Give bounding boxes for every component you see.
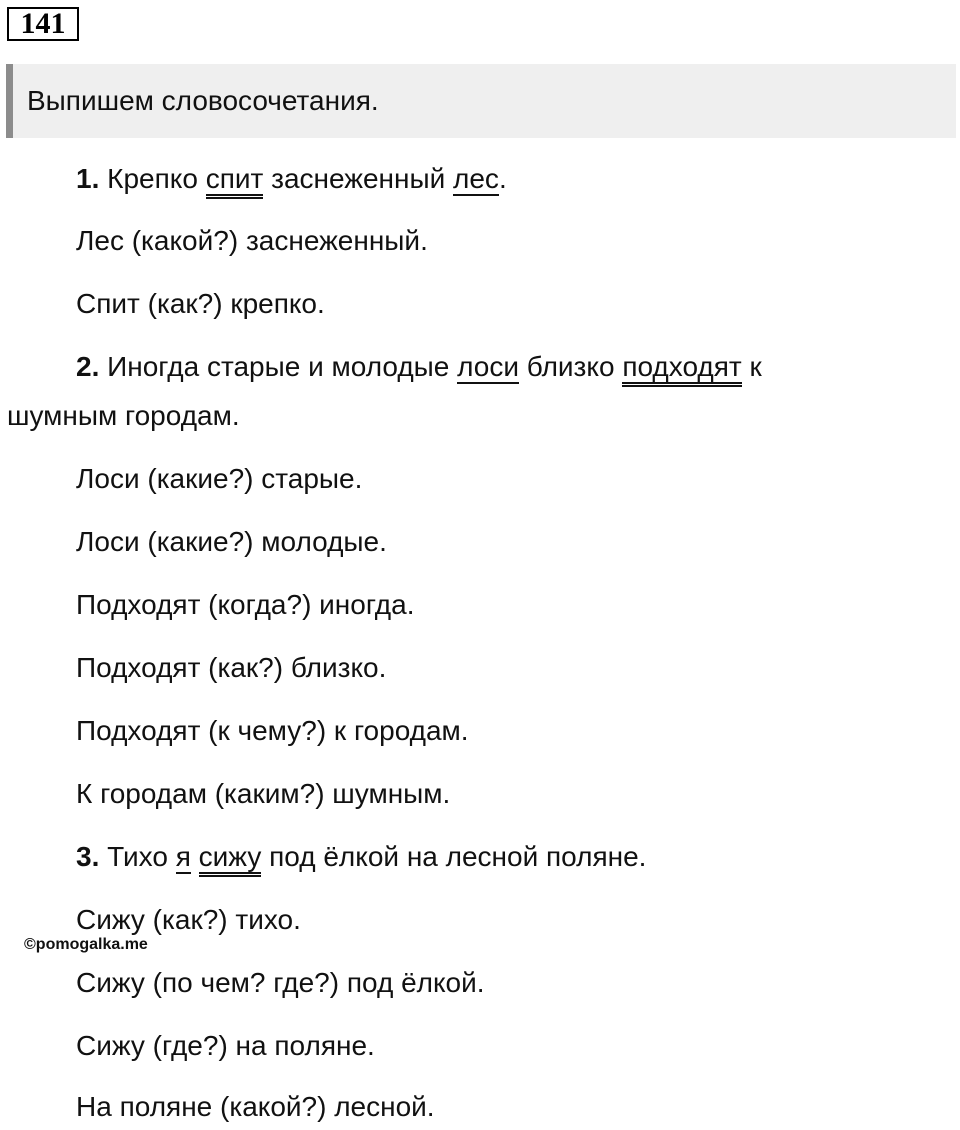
subject-ya: я [175, 841, 191, 872]
phrase-line: Сижу (как?) тихо. [76, 904, 301, 935]
sentence-1-number: 1. [76, 163, 100, 194]
predicate-podhodyat: подходят [622, 351, 741, 387]
sentence-1 [76, 162, 507, 196]
sentence-3-part: Тихо [107, 841, 176, 872]
instruction-text: Выпишем словосочетания. [27, 85, 379, 116]
phrase-line: К городам (каким?) шумным. [76, 778, 451, 809]
phrase-line: Лоси (какие?) молодые. [76, 526, 387, 557]
predicate-spit: спит [206, 163, 264, 199]
sentence-2-continuation: шумным городам. [7, 400, 240, 431]
phrase-line: Подходят (как?) близко. [76, 652, 387, 683]
exercise-number: 141 [7, 7, 79, 41]
sentence-3-number: 3. [76, 841, 100, 872]
sentence-1-part: Крепко [107, 163, 206, 194]
phrase-line: Подходят (когда?) иногда. [76, 589, 415, 620]
sentence-3-part [191, 841, 199, 872]
phrase-line: Сижу (где?) на поляне. [76, 1030, 375, 1061]
phrase-line: На поляне (какой?) лесной. [76, 1091, 435, 1122]
predicate-sizhu: сижу [199, 841, 262, 877]
subject-losi: лоси [457, 351, 520, 382]
instruction-band [6, 64, 956, 138]
phrase-line: Подходят (к чему?) к городам. [76, 715, 469, 746]
phrase-line: Сижу (по чем? где?) под ёлкой. [76, 967, 485, 998]
sentence-3 [76, 840, 646, 874]
phrase-line: Лоси (какие?) старые. [76, 463, 363, 494]
sentence-1-part: . [498, 163, 507, 194]
sentence-1-part: заснеженный [263, 163, 454, 194]
phrase-line: Лес (какой?) заснеженный. [76, 225, 428, 256]
sentence-3-part: под ёлкой на лесной поляне. [261, 841, 647, 872]
sentence-2-part: Иногда старые и молодые [107, 351, 458, 382]
sentence-2-part: близко [519, 351, 623, 382]
phrase-line: Спит (как?) крепко. [76, 288, 325, 319]
sentence-2-part: к [741, 351, 762, 382]
subject-les: лес [453, 163, 499, 194]
sentence-2 [76, 350, 762, 384]
watermark: ©pomogalka.me [24, 936, 148, 953]
sentence-2-number: 2. [76, 351, 100, 382]
